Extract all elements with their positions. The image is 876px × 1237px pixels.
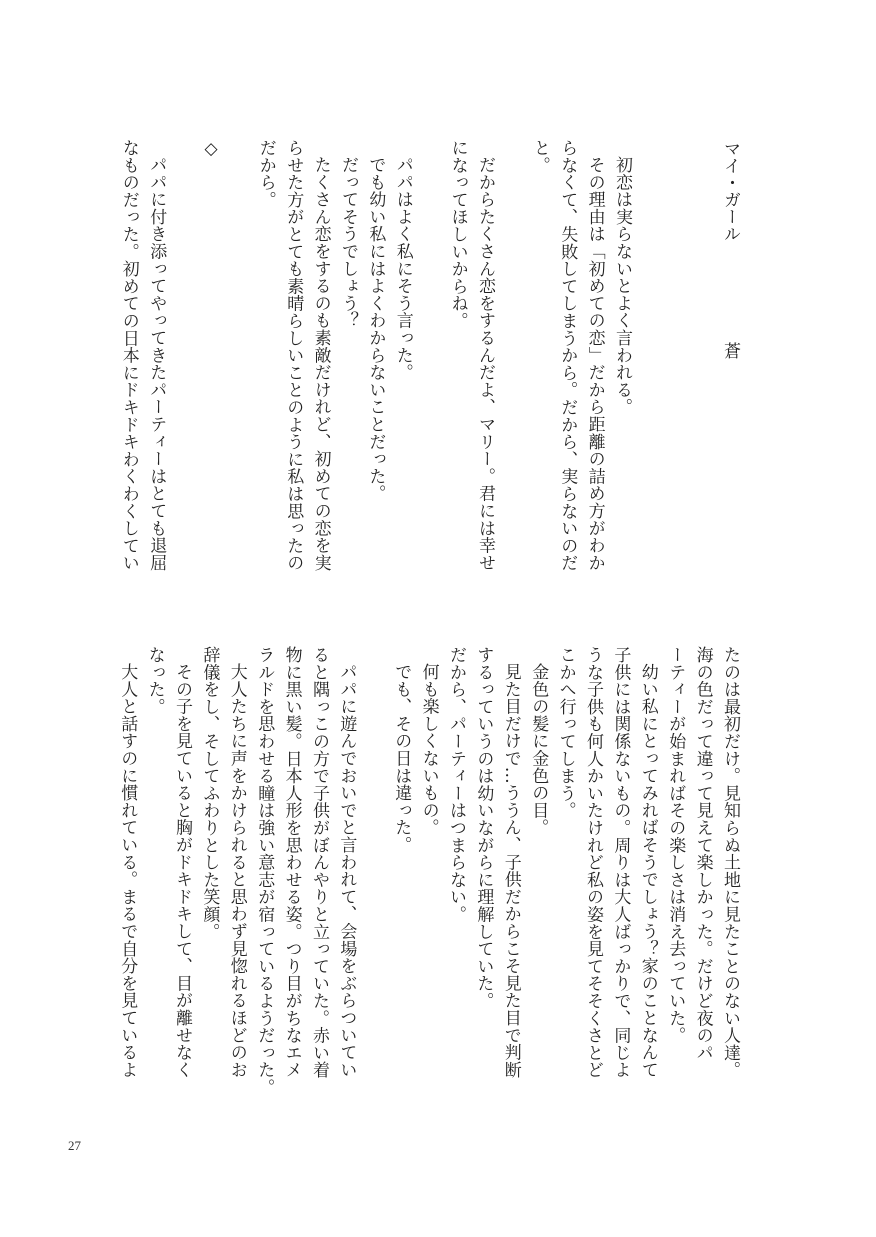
text-column: になってほしいからね。 (447, 139, 468, 330)
text-column: こかへ行ってしまう。 (555, 646, 576, 819)
section-divider: ◇ (201, 139, 221, 160)
text-column: パパに遊んでおいでと言われて、会場をぶらついてい (336, 663, 357, 1079)
text-column: うな子供も何人かいたけれど私の姿を見てそそくさとど (583, 646, 603, 1079)
text-column: 見た目だけで…ううん、子供だからこそ見た目で判断 (500, 663, 521, 1079)
text-column: その子を見ていると胸がドキドキして、目が離せなく (172, 663, 192, 1079)
story-title: マイ・ガール (720, 140, 740, 242)
text-column: だからたくさん恋をするんだよ、マリー。君には幸せ (475, 156, 495, 572)
text-column: 大人たちに声をかけられると思わず見惚れるほどのお (226, 663, 247, 1079)
text-column: でも幼い私にはよくわからないことだった。 (365, 156, 386, 502)
text-column: でも、その日は違った。 (391, 663, 412, 854)
text-column: ーティーが始まればその楽しさは消え去っていた。 (665, 646, 686, 1044)
page-number: 27 (68, 1138, 81, 1153)
text-column: なものだった。初めての日本にドキドキわくわくしてい (118, 139, 139, 572)
text-column: パパはよく私にそう言った。 (392, 156, 413, 381)
text-column: 初恋は実らないとよく言われる。 (612, 156, 632, 416)
text-column: 大人と話すのに慣れている。まるで自分を見ているよ (117, 663, 138, 1079)
text-column: たくさん恋をするのも素敵だけれど、初めての恋を実 (310, 156, 331, 572)
text-column: 幼い私にとってみればそうでしょう？家のことなんて (637, 663, 658, 1079)
text-column: その理由は「初めての恋」だから距離の詰め方がわか (584, 156, 605, 572)
text-column: 海の色だって違って見えて楽しかった。だけど夜のパ (692, 646, 713, 1062)
text-column: 何も楽しくないもの。 (418, 663, 439, 836)
text-column: らせた方がとても素晴らしいことのように私は思ったの (283, 139, 304, 572)
text-column: なった。 (144, 646, 165, 716)
text-column: ラルドを思わせる瞳は強い意志が宿っているようだった。 (254, 646, 275, 1096)
text-column: 子供には関係ないもの。周りは大人ばっかりで、同じよ (610, 646, 631, 1079)
text-column: 物に黒い髪。日本人形を思わせる姿。つり目がちなエメ (281, 646, 302, 1079)
text-column: だから、パーティーはつまらない。 (446, 646, 466, 923)
text-column: と。 (529, 139, 550, 174)
text-column: 金色の髪に金色の目。 (528, 663, 549, 836)
author-name: 蒼 (720, 342, 740, 359)
text-column: するっていうのは幼いながらに理解していた。 (473, 646, 494, 1010)
text-column: だから。 (255, 139, 276, 209)
text-column: パパに付き添ってやってきたパーティーはとても退屈 (146, 156, 167, 572)
text-column: だってそうでしょう？ (338, 156, 358, 329)
text-column: ると隅っこの方で子供がぼんやりと立っていた。赤い着 (309, 646, 329, 1079)
text-column: らなくて、失敗してしまうから。だから、実らないのだ (557, 139, 578, 572)
text-column: 辞儀をし、そしてふわりとした笑顔。 (199, 646, 220, 941)
text-column: たのは最初だけ。見知らぬ土地に見たことのない人達。 (720, 646, 740, 1079)
